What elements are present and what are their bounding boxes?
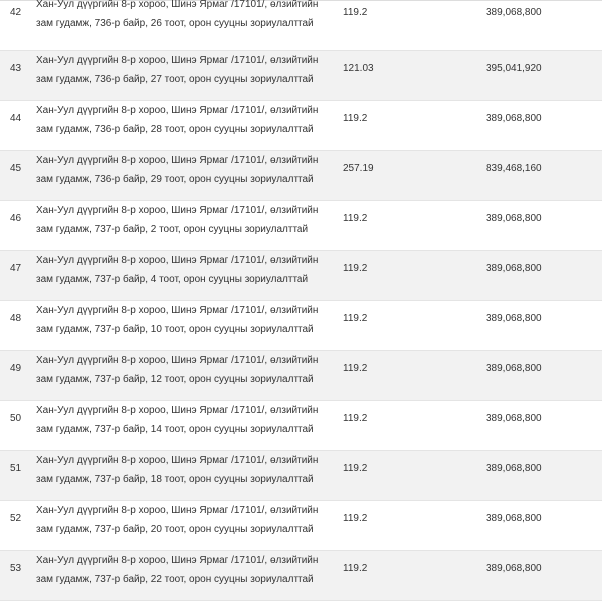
address-line-1: Хан-Уул дүүргийн 8-р хороо, Шинэ Ярмаг /17101/, өлзийтийн [36,255,319,266]
address-line-2: зам гудамж, 736-р байр, 29 тоот, орон сууцны зориулалттай [36,174,314,185]
table-row [0,1,602,51]
price-cell: 389,068,800 [486,7,542,18]
address-line-2: зам гудамж, 737-р байр, 18 тоот, орон сууцны зориулалттай [36,474,314,485]
price-cell: 389,068,800 [486,463,542,474]
price-cell: 389,068,800 [486,513,542,524]
address-cell [36,401,336,439]
address-line-1: Хан-Уул дүүргийн 8-р хороо, Шинэ Ярмаг /17101/, өлзийтийн [36,305,319,316]
row-number: 46 [10,213,22,224]
address-line-1: Хан-Уул дүүргийн 8-р хороо, Шинэ Ярмаг /17101/, өлзийтийн [36,355,319,366]
address-line-2: зам гудамж, 736-р байр, 28 тоот, орон сууцны зориулалттай [36,124,314,135]
address-cell [36,251,336,289]
area-cell: 119.2 [343,513,368,524]
area-cell: 119.2 [343,263,368,274]
address-cell [36,51,336,89]
price-cell: 839,468,160 [486,163,542,174]
row-number: 48 [10,313,22,324]
address-line-2: зам гудамж, 737-р байр, 20 тоот, орон сууцны зориулалттай [36,524,314,535]
address-line-1: Хан-Уул дүүргийн 8-р хороо, Шинэ Ярмаг /17101/, өлзийтийн [36,155,319,166]
price-cell: 389,068,800 [486,363,542,374]
address-line-1: Хан-Уул дүүргийн 8-р хороо, Шинэ Ярмаг /17101/, өлзийтийн [36,405,319,416]
row-number: 52 [10,513,22,524]
address-cell [36,101,336,139]
table-row [0,251,602,301]
address-cell [36,501,336,539]
address-line-2: зам гудамж, 737-р байр, 2 тоот, орон сууцны зориулалттай [36,224,309,235]
area-cell: 119.2 [343,313,368,324]
address-line-1: Хан-Уул дүүргийн 8-р хороо, Шинэ Ярмаг /17101/, өлзийтийн [36,455,319,466]
table-row [0,101,602,151]
address-cell [36,151,336,189]
area-cell: 119.2 [343,563,368,574]
row-number: 45 [10,163,22,174]
price-cell: 389,068,800 [486,413,542,424]
address-cell [36,351,336,389]
area-cell: 119.2 [343,413,368,424]
address-line-2: зам гудамж, 737-р байр, 12 тоот, орон сууцны зориулалттай [36,374,314,385]
address-line-2: зам гудамж, 737-р байр, 14 тоот, орон сууцны зориулалттай [36,424,314,435]
address-line-2: зам гудамж, 737-р байр, 22 тоот, орон сууцны зориулалттай [36,574,314,585]
area-cell: 119.2 [343,113,368,124]
row-number: 44 [10,113,22,124]
address-line-2: зам гудамж, 737-р байр, 4 тоот, орон сууцны зориулалттай [36,274,309,285]
table-row [0,451,602,501]
table-row [0,351,602,401]
row-number: 47 [10,263,22,274]
price-cell: 395,041,920 [486,63,542,74]
address-line-1: Хан-Уул дүүргийн 8-р хороо, Шинэ Ярмаг /17101/, өлзийтийн [36,105,319,116]
address-line-2: зам гудамж, 736-р байр, 26 тоот, орон сууцны зориулалттай [36,18,314,29]
table-row [0,501,602,551]
address-line-2: зам гудамж, 736-р байр, 27 тоот, орон сууцны зориулалттай [36,74,314,85]
table-row [0,151,602,201]
area-cell: 257.19 [343,163,374,174]
row-number: 42 [10,7,22,18]
row-number: 51 [10,463,22,474]
table-row [0,51,602,101]
price-cell: 389,068,800 [486,113,542,124]
address-cell [36,551,336,589]
address-line-1: Хан-Уул дүүргийн 8-р хороо, Шинэ Ярмаг /17101/, өлзийтийн [36,55,319,66]
address-cell [36,201,336,239]
address-line-2: зам гудамж, 737-р байр, 10 тоот, орон сууцны зориулалттай [36,324,314,335]
row-number: 53 [10,563,22,574]
area-cell: 119.2 [343,363,368,374]
address-line-1: Хан-Уул дүүргийн 8-р хороо, Шинэ Ярмаг /17101/, өлзийтийн [36,555,319,566]
price-cell: 389,068,800 [486,313,542,324]
table-row [0,301,602,351]
area-cell: 119.2 [343,7,368,18]
table-row [0,401,602,451]
row-number: 43 [10,63,22,74]
area-cell: 121.03 [343,63,374,74]
address-cell [36,301,336,339]
row-number: 49 [10,363,22,374]
address-cell [36,0,336,33]
price-cell: 389,068,800 [486,563,542,574]
row-number: 50 [10,413,22,424]
price-cell: 389,068,800 [486,213,542,224]
address-line-1: Хан-Уул дүүргийн 8-р хороо, Шинэ Ярмаг /17101/, өлзийтийн [36,0,319,10]
table-row [0,551,602,601]
address-line-1: Хан-Уул дүүргийн 8-р хороо, Шинэ Ярмаг /17101/, өлзийтийн [36,505,319,516]
area-cell: 119.2 [343,213,368,224]
area-cell: 119.2 [343,463,368,474]
address-line-1: Хан-Уул дүүргийн 8-р хороо, Шинэ Ярмаг /17101/, өлзийтийн [36,205,319,216]
price-cell: 389,068,800 [486,263,542,274]
table-row [0,201,602,251]
address-cell [36,451,336,489]
